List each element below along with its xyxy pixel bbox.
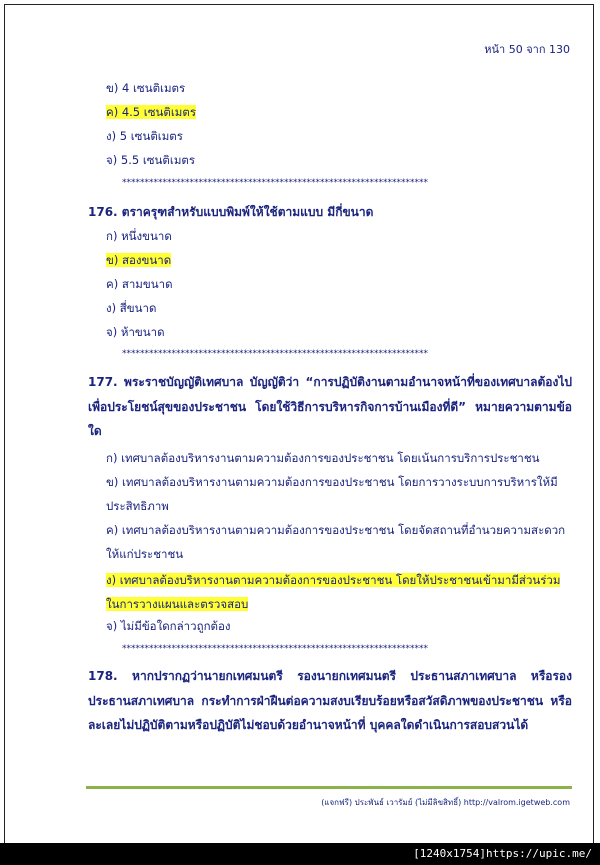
q177-option-ngo: ง) เทศบาลต้องบริหารงานตามความต้องการของประชาชน โดยให้ประชาชนเข้ามามีส่วนร่วมในการวางแผนและตรวจสอบ [106, 573, 561, 611]
q175-option-cho: จ) 5.5 เซนติเมตร [106, 153, 196, 167]
q175-option-ngo: ง) 5 เซนติเมตร [106, 129, 183, 143]
q177-option-cho: จ) ไม่มีข้อใดกล่าวถูกต้อง [106, 619, 231, 633]
separator: ******************************************************************** [122, 349, 428, 359]
question-176: 176. ตราครุฑสำหรับแบบพิมพ์ให้ใช้ตามแบบ มีกี่ขนาด [88, 205, 374, 219]
question-177: 177. พระราชบัญญัติเทศบาล บัญญัติว่า “การปฏิบัติงานตามอำนาจหน้าที่ของเทศบาลต้องไปเพื่อประโยชน์สุขของประชาชน โดยใช้วิธีการบริหารกิจการบ้านเมืองที่ดี” หมายความตามข้อใด [88, 375, 572, 438]
q177-option-kha: ค) เทศบาลต้องบริหารงานตามความต้องการของประชาชน โดยจัดสถานที่อำนวยความสะดวกให้แก่ประชาชน [106, 523, 566, 561]
q176-option-ngo: ง) สี่ขนาด [106, 301, 157, 315]
watermark-bar [0, 843, 600, 865]
q177-option-kho: ข) เทศบาลต้องบริหารงานตามความต้องการของประชาชน โดยการวางระบบการบริหารให้มีประสิทธิภาพ [106, 475, 558, 513]
separator: ******************************************************************** [122, 644, 428, 654]
q176-option-cho: จ) ห้าขนาด [106, 325, 165, 339]
q176-option-kho: ข) สองขนาด [106, 253, 172, 267]
q176-option-ko: ก) หนึ่งขนาด [106, 229, 172, 243]
q177-option-ko: ก) เทศบาลต้องบริหารงานตามความต้องการของประชาชน โดยเน้นการบริการประชาชน [106, 451, 540, 465]
q175-option-kha: ค) 4.5 เซนติเมตร [106, 105, 197, 119]
page-number: หน้า 50 จาก 130 [484, 43, 570, 56]
separator: ******************************************************************** [122, 178, 428, 188]
q176-option-kha: ค) สามขนาด [106, 277, 173, 291]
watermark-text: [1240x1754]https://upic.me/ [413, 847, 592, 860]
q175-option-kho: ข) 4 เซนติเมตร [106, 81, 186, 95]
footer-credit: (แจกฟรี) ประพันธ์ เวารัมย์ (ไม่มีลิขสิทธิ์) http://valrom.igetweb.com [321, 798, 570, 807]
question-178: 178. หากปรากฏว่านายกเทศมนตรี รองนายกเทศมนตรี ประธานสภาเทศบาล หรือรองประธานสภาเทศบาล กระทำการฝ่าฝืนต่อความสงบเรียบร้อยหรือสวัสดิภาพของประชาชน หรือละเลยไม่ปฏิบัติตามหรือปฏิบัติไม่ชอบด้วยอำนาจหน้าที่ บุคคลใดดำเนินการสอบสวนได้ [88, 669, 572, 732]
footer-rule [86, 786, 572, 789]
